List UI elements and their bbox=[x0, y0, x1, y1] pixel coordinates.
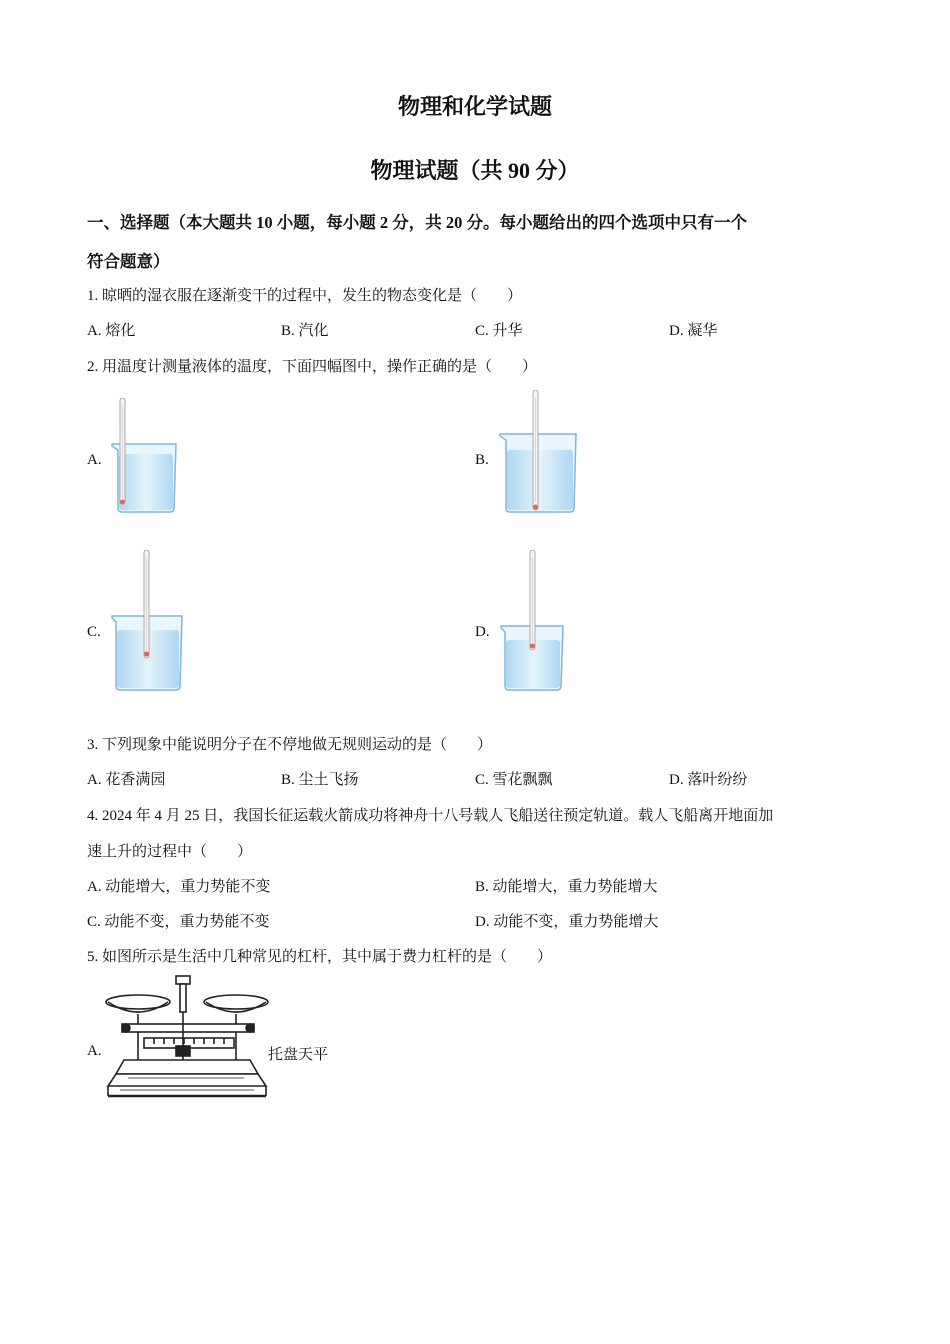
q5-option-a-caption: 托盘天平 bbox=[268, 1047, 329, 1063]
q2-option-c: C. bbox=[87, 624, 101, 640]
q2-figure-b-beaker-thermometer-touching-bottom bbox=[498, 390, 578, 514]
q4-option-c: C. 动能不变，重力势能不变 bbox=[87, 914, 270, 930]
q2-figure-d-beaker-thermometer-above-liquid bbox=[499, 550, 565, 692]
q1-stem: 1. 晾晒的湿衣服在逐渐变干的过程中，发生的物态变化是（ ） bbox=[87, 288, 523, 304]
q4-option-d: D. 动能不变，重力势能增大 bbox=[475, 914, 659, 930]
q3-option-d: D. 落叶纷纷 bbox=[669, 772, 748, 788]
q3-option-c: C. 雪花飘飘 bbox=[475, 772, 553, 788]
q2-figure-a-beaker-thermometer-touching-bottom bbox=[108, 398, 180, 514]
part1-heading-line2: 符合题意） bbox=[87, 252, 170, 271]
document-title: 物理和化学试题 bbox=[397, 94, 552, 119]
q2-option-a: A. bbox=[87, 452, 102, 468]
q5-figure-a-balance-scale bbox=[104, 974, 272, 1100]
part1-heading-line1: 一、选择题（本大题共 10 小题，每小题 2 分，共 20 分。每小题给出的四个选项中只有一个 bbox=[87, 213, 747, 232]
q4-option-a: A. 动能增大，重力势能不变 bbox=[87, 879, 271, 895]
q1-option-d: D. 凝华 bbox=[669, 323, 718, 339]
q2-option-b: B. bbox=[475, 452, 489, 468]
q1-option-c: C. 升华 bbox=[475, 323, 523, 339]
q5-option-a: A. bbox=[87, 1043, 102, 1059]
q1-option-b: B. 汽化 bbox=[281, 323, 329, 339]
q3-option-b: B. 尘土飞扬 bbox=[281, 772, 359, 788]
q5-stem: 5. 如图所示是生活中几种常见的杠杆，其中属于费力杠杆的是（ ） bbox=[87, 949, 553, 965]
q1-option-a: A. 熔化 bbox=[87, 323, 136, 339]
q2-option-d: D. bbox=[475, 624, 490, 640]
q4-stem-line1: 4. 2024 年 4 月 25 日，我国长征运载火箭成功将神舟十八号载人飞船送往预定轨道。载人飞船离开地面加 bbox=[87, 808, 774, 824]
q3-stem: 3. 下列现象中能说明分子在不停地做无规则运动的是（ ） bbox=[87, 737, 493, 753]
q2-stem: 2. 用温度计测量液体的温度，下面四幅图中，操作正确的是（ ） bbox=[87, 359, 538, 375]
q3-option-a: A. 花香满园 bbox=[87, 772, 166, 788]
q4-option-b: B. 动能增大，重力势能增大 bbox=[475, 879, 658, 895]
q2-figure-c-beaker-thermometer-correct bbox=[110, 550, 184, 692]
section-title: 物理试题（共 90 分） bbox=[370, 158, 580, 183]
q4-stem-line2: 速上升的过程中（ ） bbox=[87, 844, 253, 860]
